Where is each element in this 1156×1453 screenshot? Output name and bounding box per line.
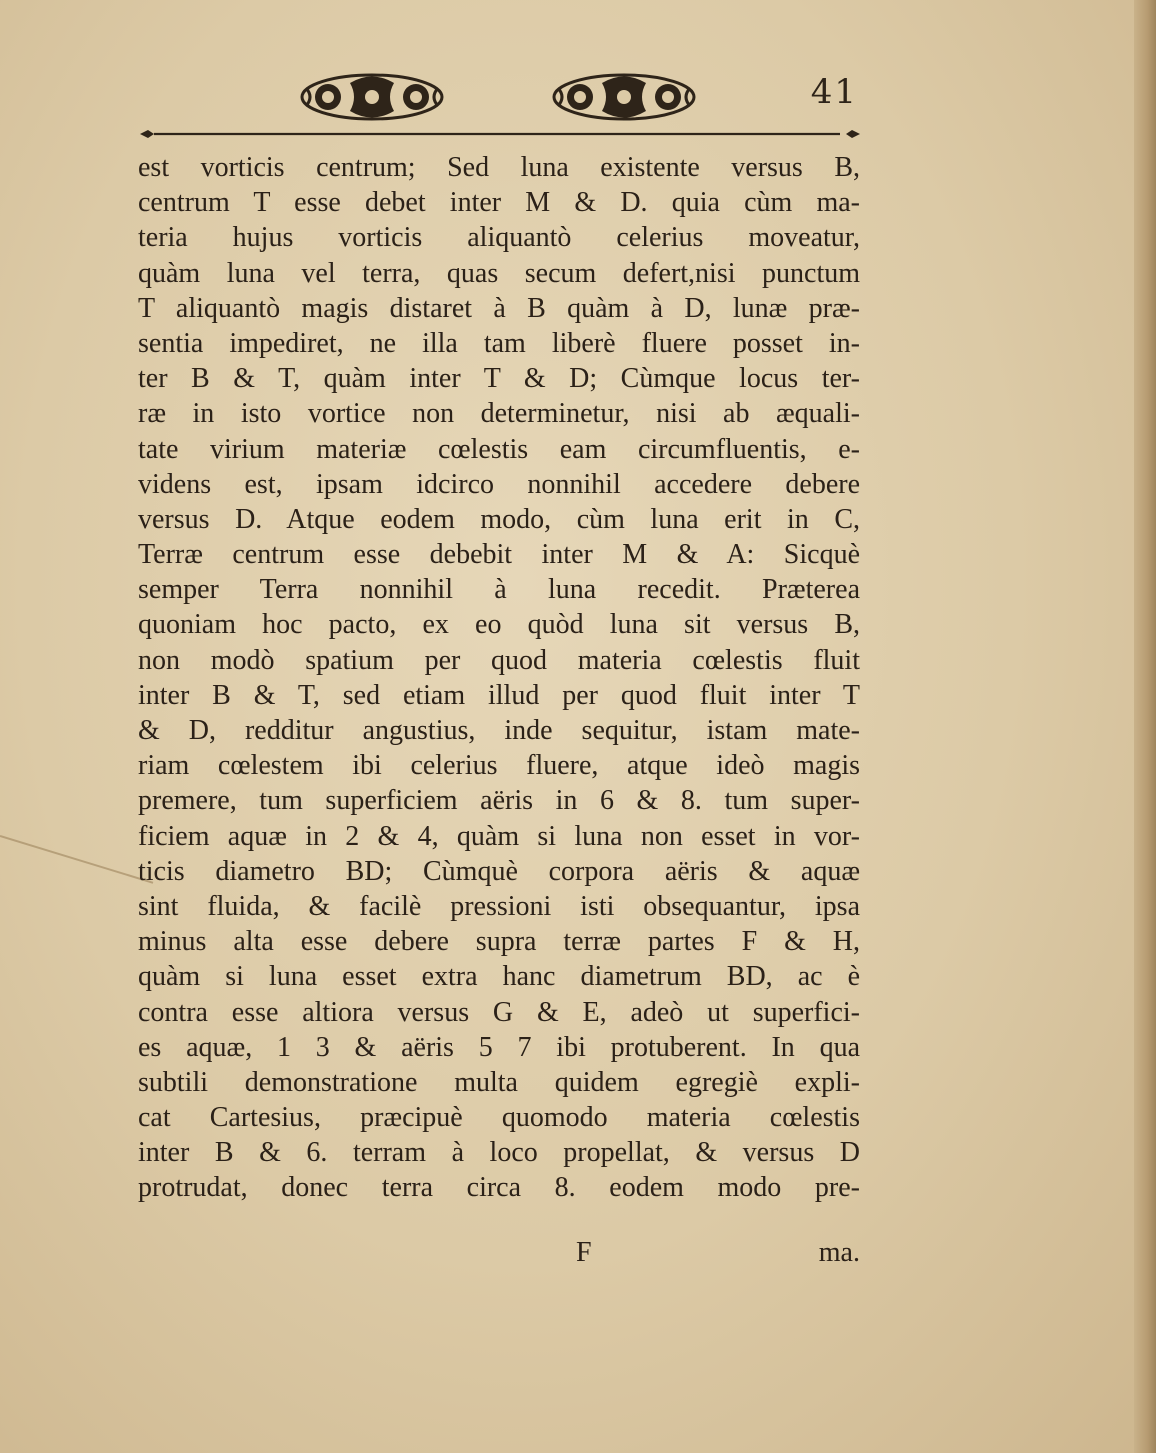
text-line: quàm si luna esset extra hanc diametrum BD, ac è (138, 961, 860, 993)
text-line: est vorticis centrum; Sed luna existente versus B, (138, 152, 860, 183)
text-line: protrudat, donec terra circa 8. eodem modo pre- (138, 1172, 860, 1204)
text-line: es aquæ, 1 3 & aëris 5 7 ibi protuberent. In qua (138, 1031, 860, 1063)
text-line: minus alta esse debere supra terræ partes F & H, (138, 926, 860, 958)
text-line: & D, redditur angustius, inde sequitur, istam mate- (138, 715, 860, 746)
text-line: quàm luna vel terra, quas secum defert,nisi punctum (138, 257, 860, 289)
body-text (138, 150, 860, 1206)
text-line: tate virium materiæ cœlestis eam circumfluentis, e- (138, 433, 860, 465)
page-edge (1134, 0, 1156, 1453)
text-line: versus D. Atque eodem modo, cùm luna erit in C, (138, 503, 860, 535)
text-line: ræ in isto vortice non determinetur, nisi ab æquali- (138, 398, 860, 430)
paper-fold-crease (0, 835, 153, 884)
text-line: premere, tum superficiem aëris in 6 & 8. tum super- (138, 785, 860, 817)
text-line: sint fluida, & facilè pressioni isti obsequantur, ipsa (138, 890, 860, 922)
text-line: teria hujus vorticis aliquantò celerius moveatur, (138, 222, 860, 254)
text-line: T aliquantò magis distaret à B quàm à D, lunæ præ- (138, 292, 860, 324)
text-line: quoniam hoc pacto, ex eo quòd luna sit versus B, (138, 609, 860, 641)
text-line: semper Terra nonnihil à luna recedit. Præterea (138, 574, 860, 606)
text-line: sentia impediret, ne illa tam liberè fluere posset in- (138, 327, 860, 359)
header-rule (140, 129, 860, 139)
text-line: riam cœlestem ibi celerius fluere, atque ideò magis (138, 750, 860, 782)
text-line: ter B & T, quàm inter T & D; Cùmque locus ter- (138, 363, 860, 395)
text-line: inter B & T, sed etiam illud per quod fluit inter T (138, 679, 860, 711)
text-line: ticis diametro BD; Cùmquè corpora aëris & aquæ (138, 855, 860, 887)
text-line: Terræ centrum esse debebit inter M & A: Sicquè (138, 539, 860, 571)
text-line: cat Cartesius, præcipuè quomodo materia cœlestis (138, 1102, 860, 1134)
text-line: videns est, ipsam idcirco nonnihil accedere debere (138, 468, 860, 500)
page-header (140, 68, 860, 138)
catchword: ma. (818, 1237, 860, 1268)
signature-mark: F (576, 1237, 592, 1268)
floral-ornament-icon (298, 68, 446, 126)
page-number: 41 (810, 72, 858, 112)
text-line: subtili demonstratione multa quidem egregiè expli- (138, 1066, 860, 1098)
floral-ornament-icon (550, 68, 698, 126)
text-line: non modò spatium per quod materia cœlestis fluit (138, 644, 860, 676)
text-line: centrum T esse debet inter M & D. quia cùm ma- (138, 187, 860, 219)
text-line: inter B & 6. terram à loco propellat, & versus D (138, 1137, 860, 1169)
text-line: contra esse altiora versus G & E, adeò ut superfici- (138, 996, 860, 1028)
text-line: ficiem aquæ in 2 & 4, quàm si luna non esset in vor- (138, 820, 860, 852)
page-footer (138, 1237, 860, 1273)
